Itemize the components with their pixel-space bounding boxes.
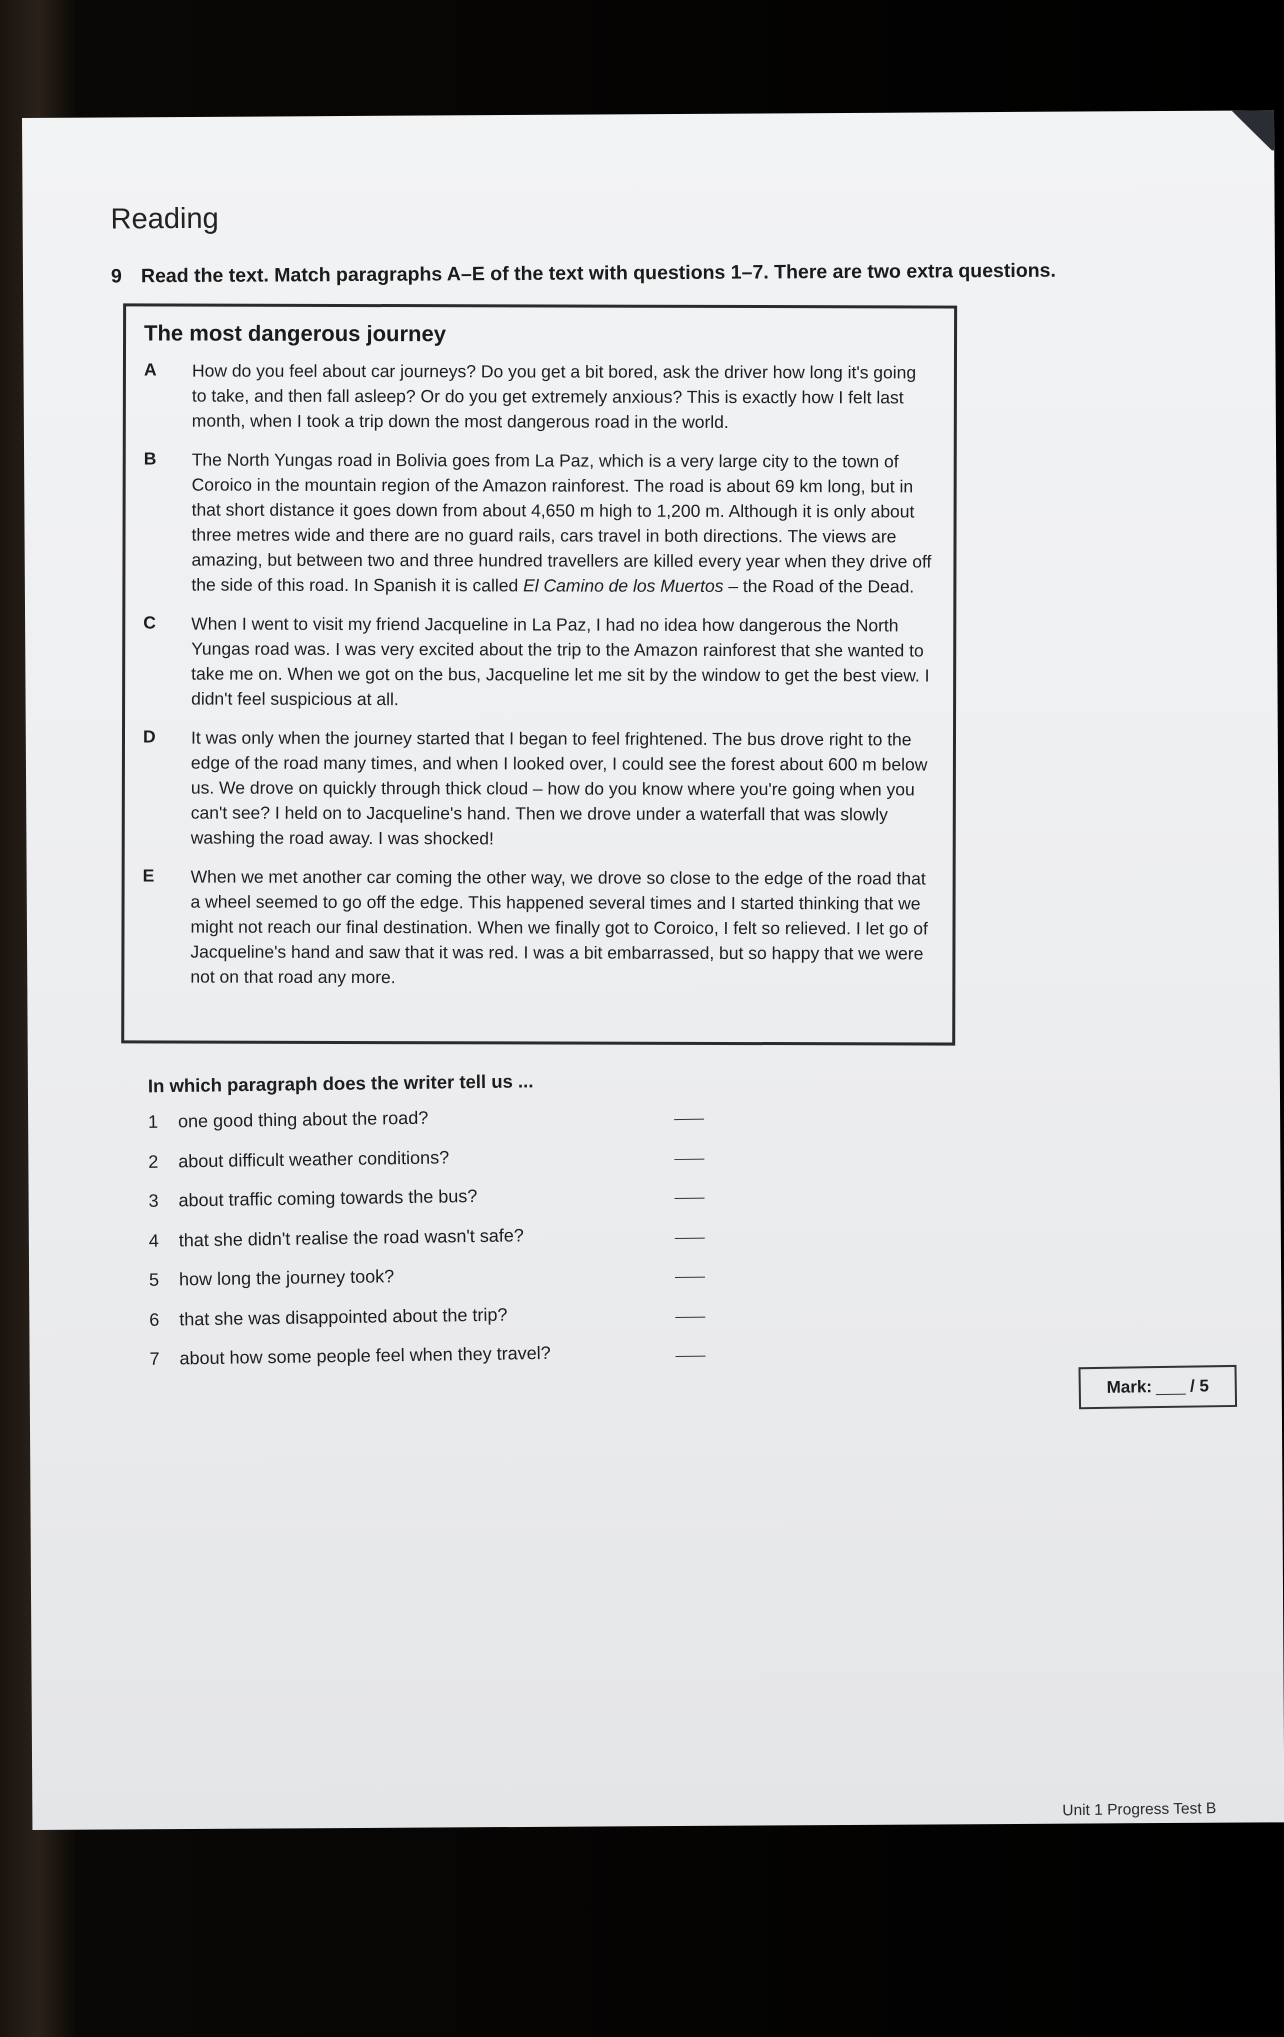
question-number: 3 [148,1190,159,1211]
paragraph-letter: C [143,612,156,633]
mark-label: Mark: [1106,1377,1153,1397]
answer-blank[interactable] [675,1315,705,1317]
question-text: about how some people feel when they travel? [179,1342,551,1369]
article-box [121,303,957,1045]
question-text: one good thing about the road? [177,1107,429,1132]
answer-blank[interactable] [674,1157,704,1159]
instruction-text: Read the text. Match paragraphs A–E of the text with questions 1–7. There are two extra questions. [140,259,1056,288]
answer-blank[interactable] [675,1276,705,1278]
paragraph-text-italic: El Camino de los Muertos [523,575,724,596]
paragraph-b [143,447,933,599]
answer-blank[interactable] [675,1236,705,1238]
instruction [111,260,1056,289]
questions-intro: In which paragraph does the writer tell us ... [147,1070,534,1097]
paragraph-text-main: The North Yungas road in Bolivia goes from La Paz, which is a very large city to the town of Coroico in the mountain region of the Amazon rainforest. The road is about 69 km long, but in that short distance it goes down from about 4,650 m high to 1,200 m. Although it is only about three metres wide and there are no guard rails, cars travel in both directions. The views are amazing, but between two and three hundred travellers are killed every year when they drive off the side of this road. In Spanish it is called [191,449,932,596]
paragraph-letter: E [142,865,155,886]
paragraph-text: How do you feel about car journeys? Do you get a bit bored, ask the driver how long it's going to take, and then fall asleep? Or do you get extremely anxious? This is exactly how I felt last month, when I took a trip down the most dangerous road in the world. [191,360,917,432]
answer-blank[interactable] [675,1197,705,1199]
questions-section [148,1070,750,1386]
mark-total: / 5 [1189,1376,1210,1396]
paragraph-letter: A [143,359,157,380]
question-text: that she was disappointed about the trip? [179,1304,508,1329]
paragraph-text: When I went to visit my friend Jacqueline in La Paz, I had no idea how dangerous the North Yungas road was. I was very excited about the trip to the Amazon rainforest that she wanted to take me on. When we got on the bus, Jacqueline let me sit by the window to get the best view. I didn't feel suspicious at all. [191,613,930,710]
question-number: 6 [149,1309,160,1330]
page-footer: Unit 1 Progress Test B [1062,1800,1217,1820]
article-title: The most dangerous journey [144,320,447,347]
paragraph-text [191,448,933,600]
paragraph-a [144,358,934,435]
question-text: about difficult weather conditions? [178,1146,450,1171]
question-text: how long the journey took? [178,1266,395,1290]
answer-blank[interactable] [676,1355,706,1357]
paragraph-text-end: – the Road of the Dead. [723,575,915,597]
question-text: about traffic coming towards the bus? [178,1185,478,1211]
question-number: 4 [148,1230,159,1251]
test-paper [22,110,1284,1830]
paper-corner-shadow [1230,110,1274,150]
question-row [149,1340,750,1388]
mark-blank[interactable] [1156,1379,1186,1394]
instruction-number: 9 [110,265,122,288]
question-number: 5 [148,1269,160,1290]
question-number: 2 [148,1151,159,1172]
paragraph-d [143,725,933,852]
paragraph-letter: B [143,448,157,469]
answer-blank[interactable] [674,1118,704,1120]
paragraph-text: It was only when the journey started that I began to feel frightened. The bus drove right to the edge of the road many times, and when I looked over, I could see the forest about 600 m below us. We drove on quickly through thick cloud – how do you know where you're going when you can't see? I held on to Jacqueline's hand. Then we drove under a waterfall that was slowly washing the road away. I was shocked! [190,727,928,849]
question-number: 1 [147,1111,159,1132]
paragraph-letter: D [142,726,156,747]
paragraph-text: When we met another car coming the other way, we drove so close to the edge of the road that a wheel seemed to go off the edge. This happened several times and I started thinking that we might not reach our final destination. When we finally got to Coroico, I felt so relieved. I let go of Jacqueline's hand and saw that it was red. I was a bit embarrassed, but so happy that we were not on that road any more. [190,866,928,988]
paragraph-c [143,611,933,713]
paragraph-e [142,864,932,991]
section-title: Reading [110,202,219,236]
mark-box [1078,1365,1237,1409]
question-number: 7 [149,1348,160,1369]
question-text: that she didn't realise the road wasn't safe? [178,1224,524,1250]
